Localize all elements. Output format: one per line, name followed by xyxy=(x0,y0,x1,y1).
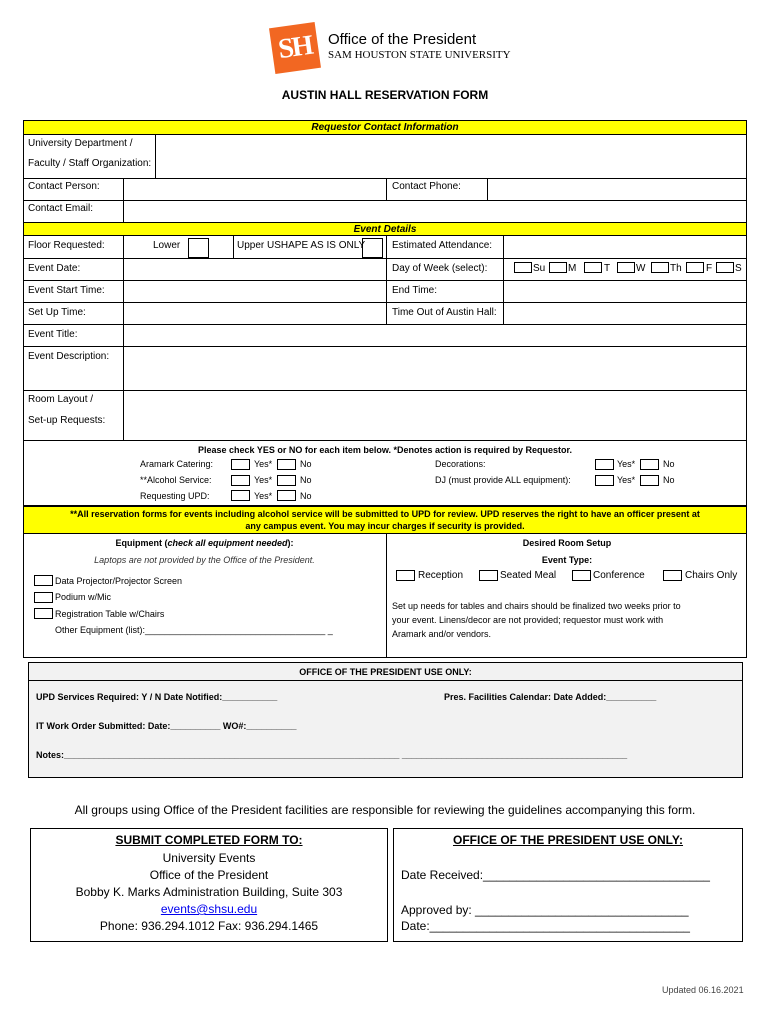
updated-date: Updated 06.16.2021 xyxy=(662,985,744,995)
seated-meal-label: Seated Meal xyxy=(500,570,557,581)
upd-no-checkbox[interactable] xyxy=(277,490,296,501)
day-s-label: S xyxy=(735,263,742,274)
set-up-time-input[interactable] xyxy=(125,304,385,323)
dj-label: DJ (must provide ALL equipment): xyxy=(435,475,571,485)
office-calendar[interactable]: Pres. Facilities Calendar: Date Added:__________ xyxy=(444,692,657,702)
requestor-section-header xyxy=(24,121,746,135)
upd-yes-checkbox[interactable] xyxy=(231,490,250,501)
dept-label-2: Faculty / Staff Organization: xyxy=(28,158,152,169)
aramark-yes-label: Yes* xyxy=(254,459,273,469)
dj-no-label: No xyxy=(663,475,675,485)
office-use-title: OFFICE OF THE PRESIDENT USE ONLY: xyxy=(299,667,472,677)
decorations-no-label: No xyxy=(663,459,675,469)
day-t-checkbox[interactable] xyxy=(584,262,602,273)
submit-line-1: University Events xyxy=(162,851,256,865)
header-office-title: Office of the President xyxy=(328,31,477,48)
dept-label-1: University Department / xyxy=(28,138,133,149)
dj-yes-checkbox[interactable] xyxy=(595,475,614,486)
upd-no-label: No xyxy=(300,491,312,501)
day-s-checkbox[interactable] xyxy=(716,262,734,273)
time-out-input[interactable] xyxy=(505,304,746,323)
contact-email-label: Contact Email: xyxy=(28,203,94,214)
day-m-label: M xyxy=(568,263,577,274)
day-su-label: Su xyxy=(533,263,546,274)
header-university: SAM HOUSTON STATE UNIVERSITY xyxy=(328,49,511,61)
setup-note-1: Set up needs for tables and chairs should be finalized two weeks prior to xyxy=(392,601,681,611)
decorations-no-checkbox[interactable] xyxy=(640,459,659,470)
alcohol-note-line-2: any campus event. You may incur charges if security is provided. xyxy=(245,521,525,531)
reception-label: Reception xyxy=(418,570,464,581)
office-notes[interactable]: Notes:___________________________________________________________________ _____________________________________________ xyxy=(36,750,628,760)
laptop-note: Laptops are not provided by the Office of the President. xyxy=(94,555,315,565)
aramark-label: Aramark Catering: xyxy=(140,459,214,469)
floor-requested-label: Floor Requested: xyxy=(28,240,105,251)
day-t-label: T xyxy=(604,263,611,274)
alcohol-yes-checkbox[interactable] xyxy=(231,475,250,486)
day-m-checkbox[interactable] xyxy=(549,262,567,273)
equipment-title xyxy=(23,538,386,548)
upd-label: Requesting UPD: xyxy=(140,491,210,501)
equipment-title-italic: check all equipment needed xyxy=(167,538,288,548)
day-w-label: W xyxy=(636,263,646,274)
event-description-label: Event Description: xyxy=(28,351,110,362)
day-th-checkbox[interactable] xyxy=(651,262,669,273)
podium-checkbox[interactable] xyxy=(34,592,53,603)
submit-line-2: Office of the President xyxy=(149,868,269,882)
room-layout-label-2: Set-up Requests: xyxy=(28,415,106,426)
alcohol-yes-label: Yes* xyxy=(254,475,273,485)
upd-yes-label: Yes* xyxy=(254,491,273,501)
start-time-label: Event Start Time: xyxy=(28,285,105,296)
alcohol-note-line-1: **All reservation forms for events including alcohol service will be submitted to UPD for review. UPD reserves the right to have an officer present at xyxy=(70,509,700,519)
estimated-attendance-input[interactable] xyxy=(505,238,746,257)
event-title-label: Event Title: xyxy=(28,329,78,340)
day-f-label: F xyxy=(706,263,713,274)
contact-person-label: Contact Person: xyxy=(28,181,100,192)
event-date-label: Event Date: xyxy=(28,263,81,274)
day-f-checkbox[interactable] xyxy=(686,262,704,273)
podium-label: Podium w/Mic xyxy=(55,592,112,602)
day-su-checkbox[interactable] xyxy=(514,262,532,273)
event-title-input[interactable] xyxy=(125,326,746,345)
logo-text: SH xyxy=(276,29,314,66)
dj-no-checkbox[interactable] xyxy=(640,475,659,486)
contact-phone-label: Contact Phone: xyxy=(392,181,461,192)
event-section-title: Event Details xyxy=(353,224,417,235)
start-time-input[interactable] xyxy=(125,282,385,301)
logo xyxy=(269,22,321,74)
office-use-2-title: OFFICE OF THE PRESIDENT USE ONLY: xyxy=(452,833,684,847)
end-time-input[interactable] xyxy=(505,282,746,301)
contact-email-input[interactable] xyxy=(125,202,746,221)
approved-by-field[interactable]: Approved by: ________________________________ xyxy=(401,903,689,917)
alcohol-no-label: No xyxy=(300,475,312,485)
seated-meal-checkbox[interactable] xyxy=(479,570,498,581)
date-field[interactable]: Date:_______________________________________ xyxy=(401,919,690,933)
decorations-yes-label: Yes* xyxy=(617,459,636,469)
room-setup-title: Desired Room Setup xyxy=(522,538,612,548)
equipment-title-post: ): xyxy=(287,538,294,548)
registration-table-label: Registration Table w/Chairs xyxy=(55,609,165,619)
event-description-input[interactable] xyxy=(125,348,746,389)
room-layout-input[interactable] xyxy=(125,392,746,439)
aramark-yes-checkbox[interactable] xyxy=(231,459,250,470)
submit-email-link[interactable]: events@shsu.edu xyxy=(160,902,258,916)
projector-label: Data Projector/Projector Screen xyxy=(55,576,183,586)
projector-checkbox[interactable] xyxy=(34,575,53,586)
submit-line-3: Bobby K. Marks Administration Building, Suite 303 xyxy=(75,885,343,899)
submit-title: SUBMIT COMPLETED FORM TO: xyxy=(115,833,303,847)
conference-label: Conference xyxy=(593,570,645,581)
setup-note-3: Aramark and/or vendors. xyxy=(392,629,492,639)
equipment-setup-box xyxy=(23,534,747,658)
time-out-label: Time Out of Austin Hall: xyxy=(392,307,497,318)
setup-note-2: your event. Linens/decor are not provided; requestor must work with xyxy=(392,615,664,625)
floor-lower-label: Lower xyxy=(153,240,181,251)
event-section-header xyxy=(24,223,746,236)
decorations-label: Decorations: xyxy=(435,459,486,469)
day-of-week-label: Day of Week (select): xyxy=(392,263,488,274)
requestor-section-title: Requestor Contact Information xyxy=(311,122,459,133)
event-type-label: Event Type: xyxy=(541,555,593,565)
alcohol-label: **Alcohol Service: xyxy=(140,475,212,485)
floor-upper-checkbox[interactable] xyxy=(362,238,383,258)
office-it-work-order[interactable]: IT Work Order Submitted: Date:__________ WO#:__________ xyxy=(36,721,297,731)
estimated-attendance-label: Estimated Attendance: xyxy=(392,240,493,251)
yesno-instruction: Please check YES or NO for each item below. *Denotes action is required by Requestor. xyxy=(197,445,573,455)
office-upd-services[interactable]: UPD Services Required: Y / N Date Notified:___________ xyxy=(36,692,278,702)
submit-phone: Phone: 936.294.1012 Fax: 936.294.1465 xyxy=(99,919,319,933)
chairs-only-label: Chairs Only xyxy=(685,570,738,581)
reception-checkbox[interactable] xyxy=(396,570,415,581)
guidelines-text: All groups using Office of the President facilities are responsible for reviewing the guidelines accompanying this form. xyxy=(74,803,696,817)
day-w-checkbox[interactable] xyxy=(617,262,635,273)
chairs-only-checkbox[interactable] xyxy=(663,570,682,581)
contact-person-input[interactable] xyxy=(125,180,385,199)
contact-phone-input[interactable] xyxy=(489,180,746,199)
end-time-label: End Time: xyxy=(392,285,438,296)
event-date-input[interactable] xyxy=(125,260,385,279)
alcohol-note xyxy=(23,506,747,534)
floor-lower-checkbox[interactable] xyxy=(188,238,209,258)
room-layout-label-1: Room Layout / xyxy=(28,394,94,405)
alcohol-no-checkbox[interactable] xyxy=(277,475,296,486)
registration-table-checkbox[interactable] xyxy=(34,608,53,619)
dj-yes-label: Yes* xyxy=(617,475,636,485)
conference-checkbox[interactable] xyxy=(572,570,591,581)
form-title: AUSTIN HALL RESERVATION FORM xyxy=(281,88,489,102)
date-received-field[interactable]: Date Received:__________________________________ xyxy=(401,868,710,882)
aramark-no-label: No xyxy=(300,459,312,469)
aramark-no-checkbox[interactable] xyxy=(277,459,296,470)
submit-email-wrap xyxy=(30,902,388,916)
day-th-label: Th xyxy=(670,263,682,274)
other-equipment-field[interactable]: Other Equipment (list):____________________________________ _ xyxy=(55,625,333,635)
equipment-title-pre: Equipment ( xyxy=(115,538,168,548)
set-up-time-label: Set Up Time: xyxy=(28,307,86,318)
decorations-yes-checkbox[interactable] xyxy=(595,459,614,470)
dept-input[interactable] xyxy=(157,136,746,177)
floor-upper-label: Upper USHAPE AS IS ONLY xyxy=(237,240,366,251)
